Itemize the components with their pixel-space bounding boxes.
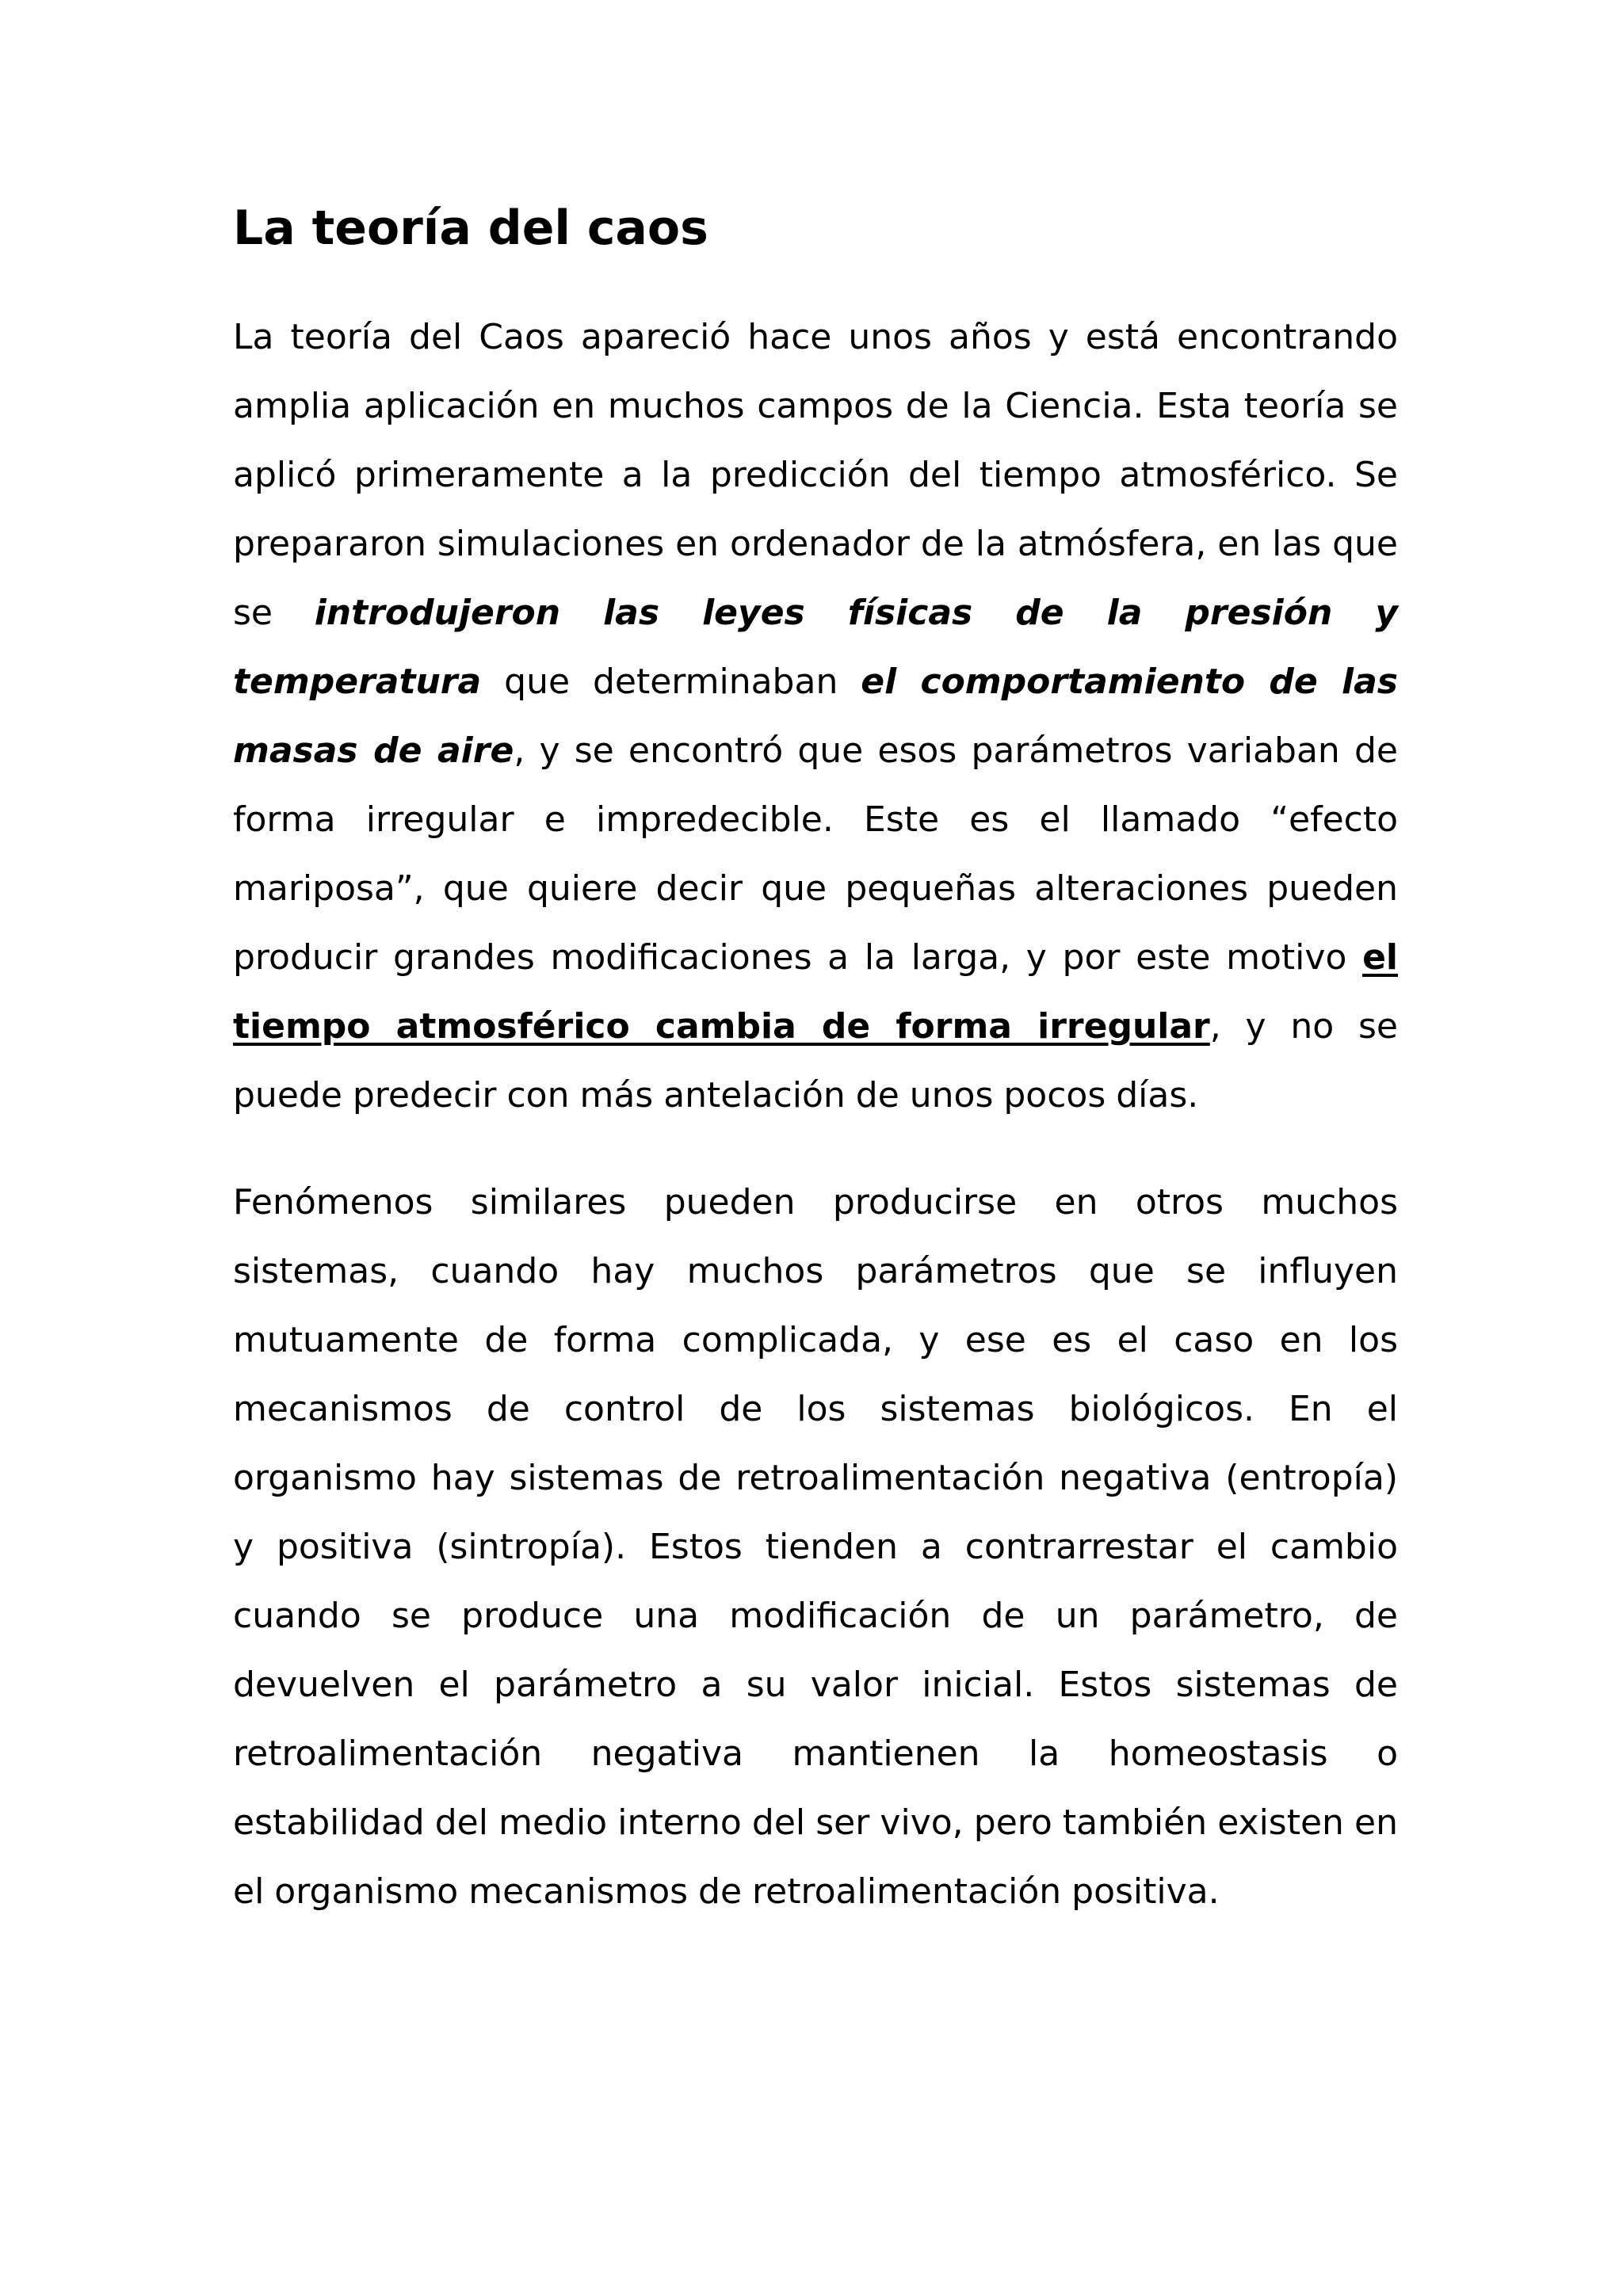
paragraph-1-text-c: , y se encontró que esos parámetros variaban de forma irregular e impredecible. Este es el llamado “efecto mariposa”, que quiere decir que pequeñas alteraciones pueden producir grandes modificaciones a la larga, y por este motivo xyxy=(233,730,1398,978)
emphasis-weather-irregular: el tiempo atmosférico cambia de forma irregular xyxy=(233,937,1398,1047)
emphasis-air-masses: el comportamiento de las masas de aire xyxy=(233,662,1398,771)
emphasis-physical-laws: introdujeron las leyes físicas de la presión y temperatura xyxy=(233,593,1398,702)
paragraph-1 xyxy=(233,303,1398,1130)
paragraph-1-text-b: que determinaban xyxy=(481,662,861,702)
paragraph-1-text-a: La teoría del Caos apareció hace unos años y está encontrando amplia aplicación en muchos campos de la Ciencia. Esta teoría se aplicó primeramente a la predicción del tiempo atmosférico. Se prepararon simulaciones en ordenador de la atmósfera, en las que se xyxy=(233,317,1398,633)
document-title: La teoría del caos xyxy=(233,200,708,256)
paragraph-1-text-d: , y no se puede predecir con más antelación de unos pocos días. xyxy=(233,1006,1398,1116)
paragraph-2: Fenómenos similares pueden producirse en otros muchos sistemas, cuando hay muchos parámetros que se influyen mutuamente de forma complicada, y ese es el caso en los mecanismos de control de los sistemas biológicos. En el organismo hay sistemas de retroalimentación negativa (entropía) y positiva (sintropía). Estos tienden a contrarrestar el cambio cuando se produce una modificación de un parámetro, de devuelven el parámetro a su valor inicial. Estos sistemas de retroalimentación negativa mantienen la homeostasis o estabilidad del medio interno del ser vivo, pero también existen en el organismo mecanismos de retroalimentación positiva. xyxy=(233,1182,1398,1912)
document-body xyxy=(233,190,1398,1926)
